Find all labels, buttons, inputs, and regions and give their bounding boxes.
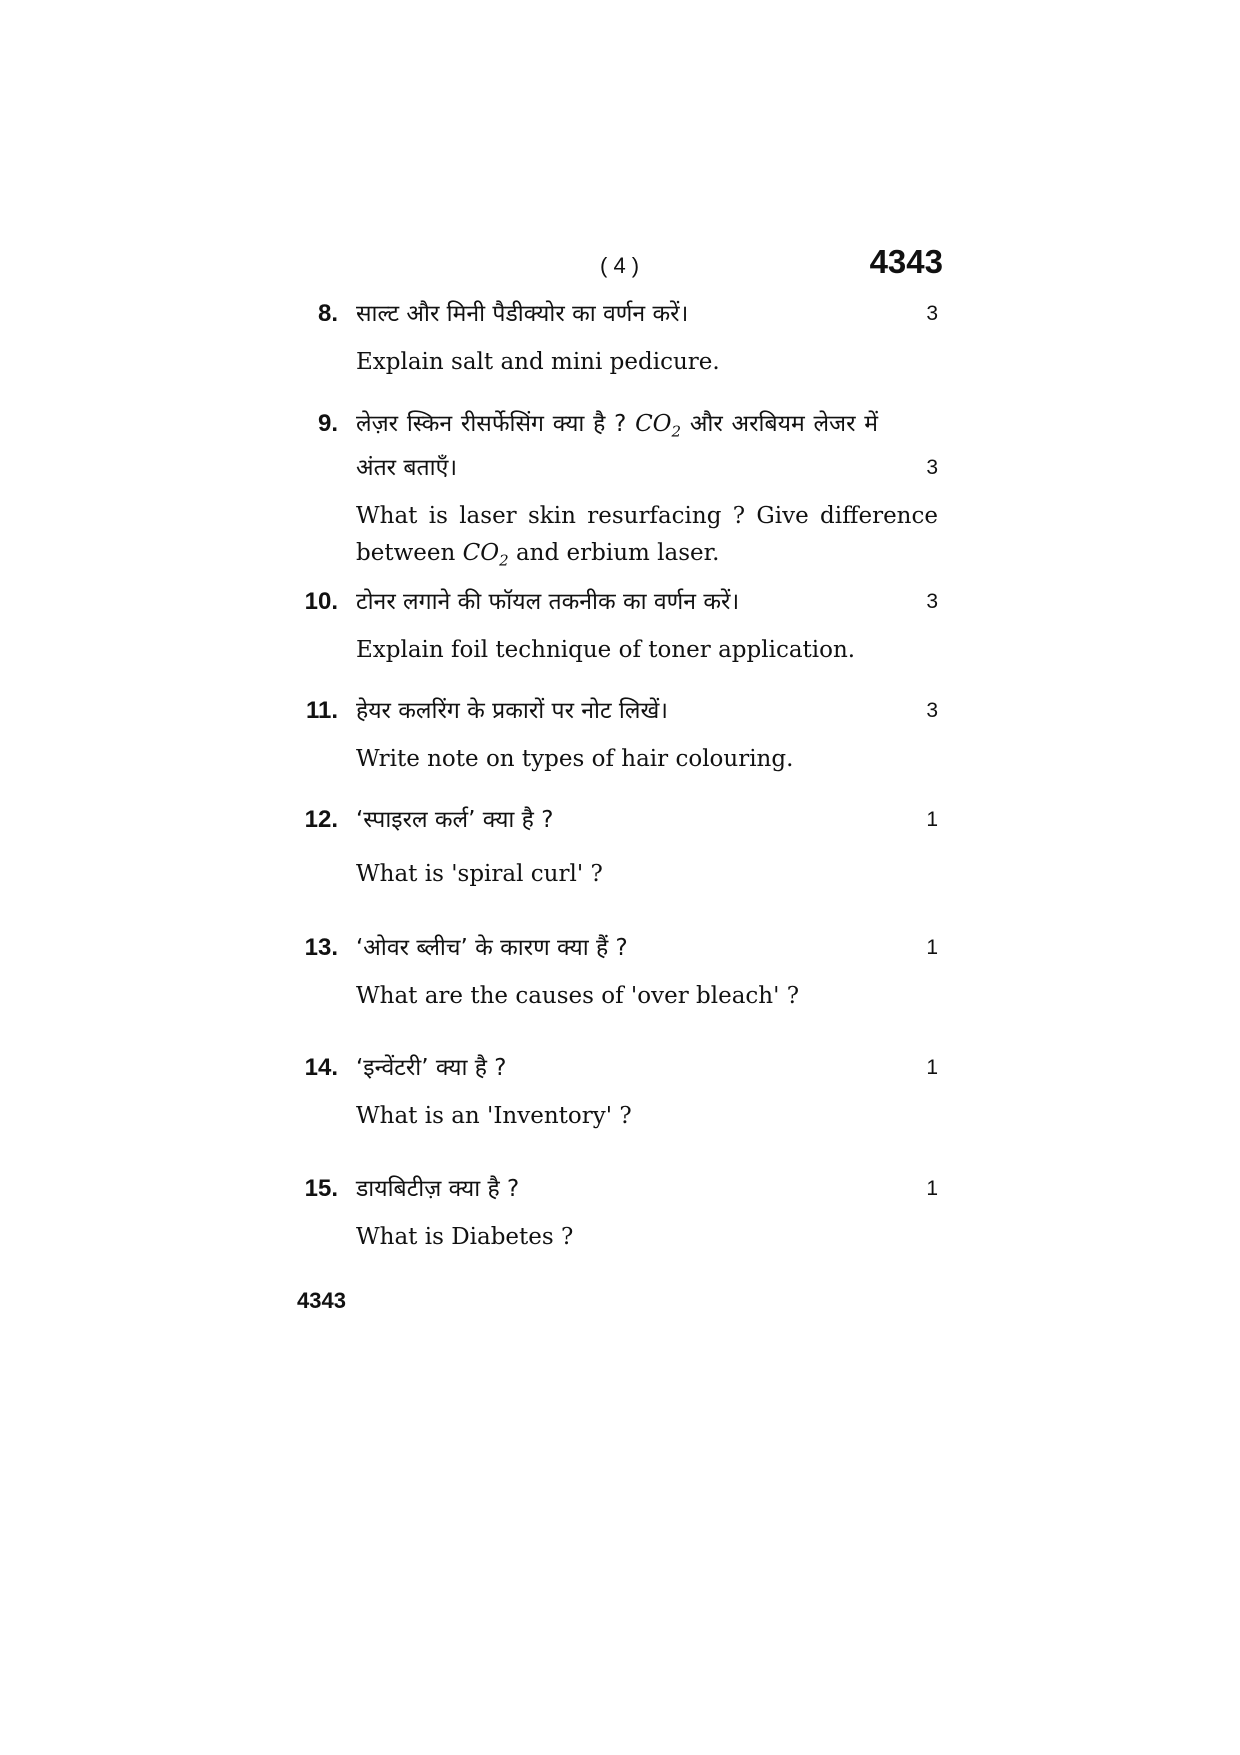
- question-hindi: [356, 930, 938, 966]
- question-english: Write note on types of hair colouring.: [356, 746, 794, 772]
- page-number: ( 4 ): [600, 253, 640, 278]
- question-14: [280, 1050, 940, 1135]
- question-english: [356, 498, 938, 580]
- chem-subscript: 2: [499, 551, 509, 570]
- hindi-text: साल्ट और मिनी पैडीक्योर का वर्णन करें।: [356, 301, 689, 327]
- question-10: [280, 584, 940, 669]
- chem-subscript: 2: [671, 422, 682, 441]
- chem-formula: [635, 411, 682, 441]
- question-english: What is an 'Inventory' ?: [356, 1103, 632, 1129]
- chem-symbol: CO: [462, 539, 500, 566]
- question-hindi: [356, 1050, 938, 1086]
- hindi-text: हेयर कलरिंग के प्रकारों पर नोट लिखें।: [356, 698, 669, 724]
- question-number: 14.: [304, 1054, 338, 1081]
- hindi-text-part1: लेज़र स्किन रीसर्फेसिंग क्या है ?: [356, 411, 627, 437]
- question-9: [280, 406, 940, 579]
- question-number: 13.: [304, 934, 338, 961]
- paper-code-header: 4343: [869, 243, 943, 280]
- question-number: 10.: [304, 588, 338, 615]
- hindi-text: ‘इन्वेंटरी’ क्या है ?: [356, 1055, 507, 1081]
- marks: 1: [926, 936, 938, 959]
- marks: 3: [926, 302, 938, 325]
- marks: 3: [926, 699, 938, 722]
- hindi-text: ‘स्पाइरल कर्ल’ क्या है ?: [356, 807, 554, 833]
- paper-code-footer: 4343: [297, 1288, 346, 1313]
- marks: 3: [926, 590, 938, 613]
- question-11: [280, 693, 940, 778]
- question-hindi: [356, 406, 938, 486]
- chem-formula: [462, 539, 509, 570]
- question-english: What is 'spiral curl' ?: [356, 861, 603, 887]
- question-8: [280, 296, 940, 381]
- question-number: 8.: [317, 300, 338, 327]
- question-english: Explain salt and mini pedicure.: [356, 349, 720, 375]
- english-text-part1: What is laser skin resurfacing ? Give difference between: [356, 502, 938, 566]
- question-hindi: [356, 296, 938, 332]
- question-hindi: [356, 693, 938, 729]
- question-number: 12.: [304, 806, 338, 833]
- question-hindi: [356, 802, 938, 838]
- english-text-part2: and erbium laser.: [515, 539, 720, 566]
- chem-symbol: CO: [635, 411, 672, 437]
- question-number: 15.: [304, 1175, 338, 1202]
- question-english: What are the causes of 'over bleach' ?: [356, 983, 800, 1009]
- hindi-text: ‘ओवर ब्लीच’ के कारण क्या हैं ?: [356, 935, 628, 961]
- marks: 1: [926, 808, 938, 831]
- question-english: What is Diabetes ?: [356, 1224, 574, 1250]
- hindi-text: डायबिटीज़ क्या है ?: [356, 1176, 520, 1202]
- question-number: 9.: [317, 410, 338, 437]
- hindi-text-part2: और अरबियम लेजर में अंतर बताएँ।: [356, 411, 879, 481]
- marks: 1: [926, 1056, 938, 1079]
- question-english: Explain foil technique of toner application.: [356, 637, 856, 663]
- question-13: [280, 930, 940, 1015]
- marks: 3: [926, 455, 938, 479]
- hindi-text: टोनर लगाने की फॉयल तकनीक का वर्णन करें।: [356, 589, 740, 615]
- question-number: 11.: [305, 697, 338, 724]
- question-15: [280, 1171, 940, 1256]
- question-hindi: [356, 1171, 938, 1207]
- question-hindi: [356, 584, 938, 620]
- question-12: [280, 802, 940, 893]
- marks: 1: [926, 1177, 938, 1200]
